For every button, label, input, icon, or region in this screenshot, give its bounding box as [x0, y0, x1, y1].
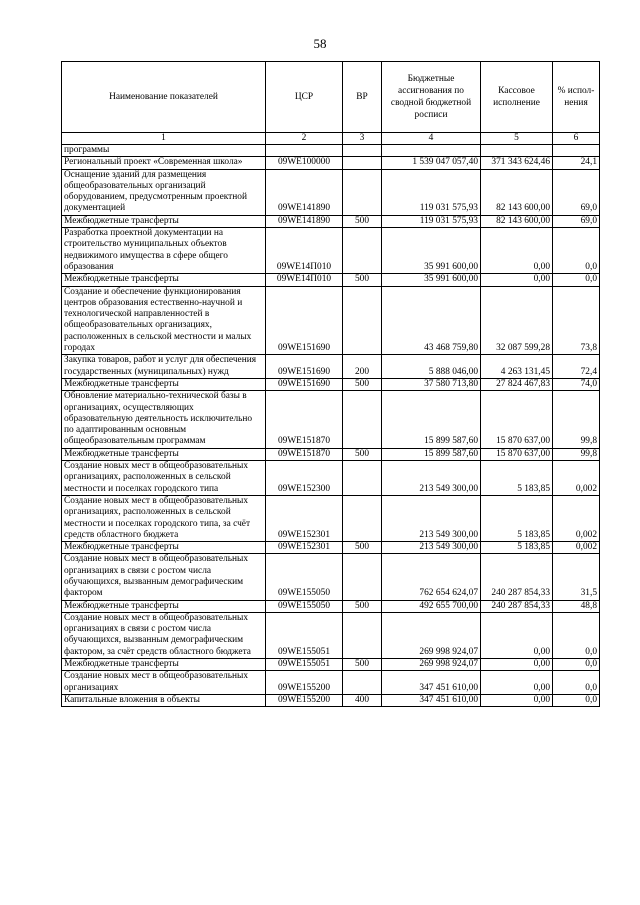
row-cash-amount: 0,00: [481, 671, 553, 695]
row-cash-amount: 240 287 854,33: [481, 554, 553, 600]
table-body: [62, 145, 600, 707]
header-vr: ВР: [343, 62, 382, 133]
row-cash-amount: 5 183,85: [481, 495, 553, 541]
row-name: Создание новых мест в общеобразовательных организациях, расположенных в сельской местности и поселках городского типа: [62, 461, 266, 496]
row-vr-code: 500: [343, 378, 382, 390]
row-budget-amount: 762 654 624,07: [382, 554, 481, 600]
column-number: 3: [343, 133, 382, 145]
row-vr-code: [343, 461, 382, 496]
table-row: [62, 600, 600, 612]
row-csr-code: 09WE155051: [266, 612, 343, 658]
row-name: Межбюджетные трансферты: [62, 600, 266, 612]
row-cash-amount: 5 183,85: [481, 461, 553, 496]
row-budget-amount: 492 655 700,00: [382, 600, 481, 612]
row-csr-code: 09WE151690: [266, 355, 343, 379]
row-cash-amount: 82 143 600,00: [481, 215, 553, 227]
row-cash-amount: 0,00: [481, 694, 553, 706]
row-cash-amount: 15 870 637,00: [481, 391, 553, 448]
row-name: Оснащение зданий для размещения общеобразовательных организаций оборудованием, предусмотренным проектной документацией: [62, 169, 266, 215]
row-budget-amount: 213 549 300,00: [382, 542, 481, 554]
table-row: [62, 461, 600, 496]
row-cash-amount: 15 870 637,00: [481, 448, 553, 460]
row-name: Межбюджетные трансферты: [62, 215, 266, 227]
row-budget-amount: 269 998 924,07: [382, 612, 481, 658]
row-csr-code: 09WE151690: [266, 286, 343, 355]
row-execution-percent: 0,0: [553, 659, 600, 671]
row-cash-amount: 4 263 131,45: [481, 355, 553, 379]
row-csr-code: 09WE141890: [266, 169, 343, 215]
column-number: 6: [553, 133, 600, 145]
row-execution-percent: 0,002: [553, 495, 600, 541]
row-csr-code: 09WE151870: [266, 448, 343, 460]
row-name: Межбюджетные трансферты: [62, 274, 266, 286]
row-name: Межбюджетные трансферты: [62, 542, 266, 554]
row-vr-code: 500: [343, 274, 382, 286]
row-execution-percent: 0,0: [553, 274, 600, 286]
row-execution-percent: 69,0: [553, 169, 600, 215]
row-vr-code: [343, 612, 382, 658]
row-budget-amount: 347 451 610,00: [382, 671, 481, 695]
row-name: Межбюджетные трансферты: [62, 659, 266, 671]
row-csr-code: 09WE151870: [266, 391, 343, 448]
row-execution-percent: 0,0: [553, 671, 600, 695]
table-row: [62, 215, 600, 227]
row-csr-code: 09WE152301: [266, 542, 343, 554]
row-name: Создание новых мест в общеобразовательных организациях в связи с ростом числа обучающихся, вызванным демографическим фактором: [62, 554, 266, 600]
row-name: Разработка проектной документации на строительство муниципальных объектов недвижимого имущества в сфере общего образования: [62, 228, 266, 274]
row-cash-amount: 0,00: [481, 659, 553, 671]
row-cash-amount: 27 824 467,83: [481, 378, 553, 390]
row-budget-amount: 15 899 587,60: [382, 448, 481, 460]
row-vr-code: 500: [343, 542, 382, 554]
row-cash-amount: 0,00: [481, 274, 553, 286]
page-number: 58: [313, 36, 327, 51]
row-vr-code: 400: [343, 694, 382, 706]
row-budget-amount: 43 468 759,80: [382, 286, 481, 355]
row-cash-amount: 240 287 854,33: [481, 600, 553, 612]
row-name: Создание новых мест в общеобразовательных организациях: [62, 671, 266, 695]
header-pct: % испол-нения: [553, 62, 600, 133]
row-execution-percent: 74,0: [553, 378, 600, 390]
table-header-row: [62, 62, 600, 133]
table-row: [62, 612, 600, 658]
table-row: [62, 145, 600, 157]
column-number: 2: [266, 133, 343, 145]
row-execution-percent: [553, 145, 600, 157]
row-execution-percent: 0,0: [553, 694, 600, 706]
row-name: Закупка товаров, работ и услуг для обеспечения государственных (муниципальных) нужд: [62, 355, 266, 379]
row-vr-code: 500: [343, 448, 382, 460]
row-cash-amount: 371 343 624,46: [481, 157, 553, 169]
table-row: [62, 286, 600, 355]
row-vr-code: 500: [343, 600, 382, 612]
row-execution-percent: 0,0: [553, 612, 600, 658]
row-execution-percent: 99,8: [553, 391, 600, 448]
row-vr-code: [343, 145, 382, 157]
row-vr-code: 500: [343, 659, 382, 671]
table-row: [62, 157, 600, 169]
row-budget-amount: 213 549 300,00: [382, 495, 481, 541]
row-csr-code: 09WE155051: [266, 659, 343, 671]
row-execution-percent: 0,002: [553, 461, 600, 496]
row-budget-amount: [382, 145, 481, 157]
row-execution-percent: 0,002: [553, 542, 600, 554]
row-budget-amount: 35 991 600,00: [382, 228, 481, 274]
row-cash-amount: 0,00: [481, 612, 553, 658]
column-number: 4: [382, 133, 481, 145]
row-csr-code: 09WE152300: [266, 461, 343, 496]
column-number: 1: [62, 133, 266, 145]
row-vr-code: 500: [343, 215, 382, 227]
row-execution-percent: 73,8: [553, 286, 600, 355]
table-row: [62, 542, 600, 554]
row-execution-percent: 24,1: [553, 157, 600, 169]
table-row: [62, 274, 600, 286]
row-vr-code: [343, 391, 382, 448]
table-row: [62, 495, 600, 541]
row-name: Межбюджетные трансферты: [62, 448, 266, 460]
row-csr-code: 09WE14П010: [266, 274, 343, 286]
table-row: [62, 391, 600, 448]
row-execution-percent: 99,8: [553, 448, 600, 460]
row-cash-amount: 0,00: [481, 228, 553, 274]
row-name: Обновление материально-технической базы в организациях, осуществляющих образовательную деятельность исключительно по адаптированным основным общеобразовательным программам: [62, 391, 266, 448]
row-name: Региональный проект «Современная школа»: [62, 157, 266, 169]
row-budget-amount: 35 991 600,00: [382, 274, 481, 286]
row-budget-amount: 37 580 713,80: [382, 378, 481, 390]
row-vr-code: [343, 228, 382, 274]
row-name: Создание новых мест в общеобразовательных организациях в связи с ростом числа обучающихся, вызванным демографическим фактором, за счёт средств областного бюджета: [62, 612, 266, 658]
row-name: Капитальные вложения в объекты: [62, 694, 266, 706]
table-row: [62, 671, 600, 695]
row-vr-code: [343, 169, 382, 215]
row-csr-code: 09WE141890: [266, 215, 343, 227]
row-vr-code: [343, 554, 382, 600]
row-execution-percent: 69,0: [553, 215, 600, 227]
row-budget-amount: 1 539 047 057,40: [382, 157, 481, 169]
row-csr-code: 09WE155050: [266, 600, 343, 612]
budget-execution-table: [61, 61, 600, 707]
row-vr-code: [343, 286, 382, 355]
header-cash: Кассовое исполнение: [481, 62, 553, 133]
row-csr-code: 09WE100000: [266, 157, 343, 169]
row-csr-code: 09WE14П010: [266, 228, 343, 274]
header-name: Наименование показателей: [62, 62, 266, 133]
row-budget-amount: 119 031 575,93: [382, 169, 481, 215]
column-number: 5: [481, 133, 553, 145]
row-csr-code: 09WE155200: [266, 694, 343, 706]
row-vr-code: [343, 495, 382, 541]
row-csr-code: 09WE155200: [266, 671, 343, 695]
row-vr-code: [343, 157, 382, 169]
row-execution-percent: 48,8: [553, 600, 600, 612]
row-budget-amount: 213 549 300,00: [382, 461, 481, 496]
row-budget-amount: 15 899 587,60: [382, 391, 481, 448]
row-vr-code: 200: [343, 355, 382, 379]
table-row: [62, 659, 600, 671]
table-row: [62, 448, 600, 460]
row-csr-code: 09WE152301: [266, 495, 343, 541]
row-vr-code: [343, 671, 382, 695]
row-execution-percent: 0,0: [553, 228, 600, 274]
row-cash-amount: 32 087 599,28: [481, 286, 553, 355]
table-row: [62, 228, 600, 274]
table-row: [62, 169, 600, 215]
row-cash-amount: [481, 145, 553, 157]
row-budget-amount: 119 031 575,93: [382, 215, 481, 227]
row-name: Создание новых мест в общеобразовательных организациях, расположенных в сельской местности и поселках городского типа, за счёт средств областного бюджета: [62, 495, 266, 541]
row-execution-percent: 72,4: [553, 355, 600, 379]
row-csr-code: [266, 145, 343, 157]
row-name: программы: [62, 145, 266, 157]
row-execution-percent: 31,5: [553, 554, 600, 600]
row-csr-code: 09WE151690: [266, 378, 343, 390]
table-row: [62, 378, 600, 390]
header-csr: ЦСР: [266, 62, 343, 133]
table-row: [62, 554, 600, 600]
header-budget: Бюджетные ассигнования по сводной бюджетной росписи: [382, 62, 481, 133]
row-csr-code: 09WE155050: [266, 554, 343, 600]
row-name: Межбюджетные трансферты: [62, 378, 266, 390]
table-row: [62, 355, 600, 379]
row-cash-amount: 82 143 600,00: [481, 169, 553, 215]
row-budget-amount: 347 451 610,00: [382, 694, 481, 706]
row-budget-amount: 5 888 046,00: [382, 355, 481, 379]
row-budget-amount: 269 998 924,07: [382, 659, 481, 671]
table-row: [62, 694, 600, 706]
row-name: Создание и обеспечение функционирования центров образования естественно-научной и технологической направленностей в общеобразовательных организациях, расположенных в сельской местности и малых городах: [62, 286, 266, 355]
column-number-row: [62, 133, 600, 145]
row-cash-amount: 5 183,85: [481, 542, 553, 554]
